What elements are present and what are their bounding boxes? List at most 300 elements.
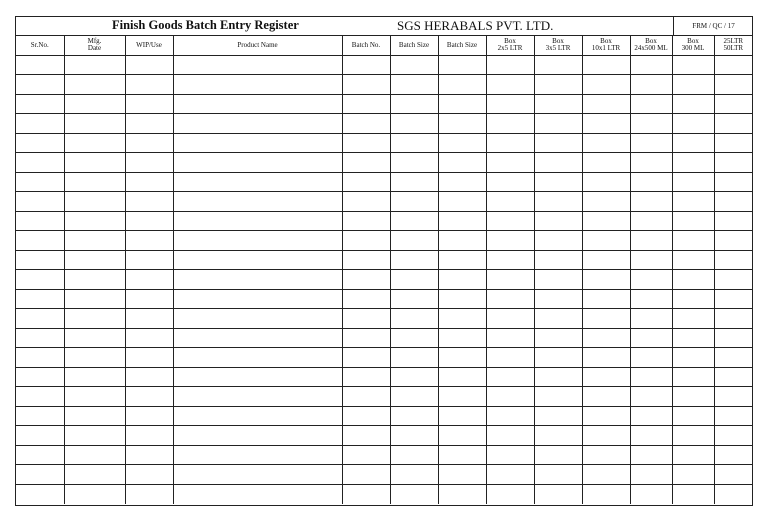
- table-cell: [16, 445, 64, 465]
- table-cell: [630, 231, 672, 251]
- table-cell: [714, 465, 752, 485]
- table-cell: [534, 328, 582, 348]
- table-cell: [64, 387, 125, 407]
- table-cell: [342, 133, 390, 153]
- table-cell: [714, 270, 752, 290]
- table-cell: [342, 387, 390, 407]
- table-cell: [630, 445, 672, 465]
- table-cell: [438, 211, 486, 231]
- table-cell: [534, 309, 582, 329]
- table-cell: [125, 172, 173, 192]
- table-cell: [672, 328, 714, 348]
- table-cell: [64, 133, 125, 153]
- table-cell: [173, 406, 342, 426]
- table-cell: [125, 426, 173, 446]
- table-cell: [390, 192, 438, 212]
- table-cell: [342, 367, 390, 387]
- table-cell: [125, 406, 173, 426]
- table-cell: [534, 94, 582, 114]
- table-cell: [672, 289, 714, 309]
- table-cell: [630, 387, 672, 407]
- col-batch-size-2: Batch Size: [438, 36, 486, 55]
- table-cell: [390, 153, 438, 173]
- table-cell: [672, 250, 714, 270]
- table-cell: [672, 172, 714, 192]
- table-cell: [714, 211, 752, 231]
- table-cell: [714, 114, 752, 134]
- table-cell: [390, 348, 438, 368]
- table-cell: [125, 114, 173, 134]
- table-cell: [342, 348, 390, 368]
- table-cell: [125, 133, 173, 153]
- table-cell: [64, 445, 125, 465]
- table-row: [16, 231, 752, 251]
- table-cell: [64, 289, 125, 309]
- table-cell: [534, 250, 582, 270]
- table-cell: [486, 192, 534, 212]
- table-cell: [714, 484, 752, 504]
- table-cell: [630, 426, 672, 446]
- table-cell: [16, 55, 64, 75]
- table-cell: [714, 367, 752, 387]
- table-cell: [390, 55, 438, 75]
- table-cell: [16, 406, 64, 426]
- table-cell: [534, 172, 582, 192]
- table-cell: [125, 309, 173, 329]
- table-cell: [64, 484, 125, 504]
- table-cell: [672, 465, 714, 485]
- table-cell: [438, 114, 486, 134]
- table-cell: [534, 55, 582, 75]
- table-cell: [486, 387, 534, 407]
- table-cell: [125, 328, 173, 348]
- table-cell: [173, 289, 342, 309]
- table-cell: [486, 211, 534, 231]
- table-cell: [714, 153, 752, 173]
- col-product-name: Product Name: [173, 36, 342, 55]
- table-cell: [714, 133, 752, 153]
- table-cell: [125, 484, 173, 504]
- table-cell: [438, 55, 486, 75]
- table-cell: [672, 231, 714, 251]
- table-cell: [582, 328, 630, 348]
- table-cell: [630, 328, 672, 348]
- table-cell: [438, 94, 486, 114]
- table-cell: [390, 445, 438, 465]
- table-cell: [438, 309, 486, 329]
- table-cell: [582, 445, 630, 465]
- table-row: [16, 211, 752, 231]
- register-body: [16, 55, 752, 504]
- table-cell: [342, 406, 390, 426]
- table-cell: [672, 94, 714, 114]
- table-row: [16, 387, 752, 407]
- table-cell: [534, 231, 582, 251]
- table-cell: [714, 426, 752, 446]
- table-cell: [630, 211, 672, 231]
- table-cell: [582, 484, 630, 504]
- table-cell: [582, 133, 630, 153]
- table-cell: [125, 367, 173, 387]
- table-cell: [630, 192, 672, 212]
- table-cell: [582, 172, 630, 192]
- table-cell: [486, 426, 534, 446]
- table-cell: [630, 348, 672, 368]
- table-cell: [672, 270, 714, 290]
- table-cell: [16, 270, 64, 290]
- table-cell: [630, 114, 672, 134]
- table-cell: [534, 114, 582, 134]
- table-cell: [672, 75, 714, 95]
- table-cell: [16, 250, 64, 270]
- table-cell: [672, 406, 714, 426]
- table-row: [16, 114, 752, 134]
- col-sr-no: Sr.No.: [16, 36, 64, 55]
- table-cell: [486, 289, 534, 309]
- table-row: [16, 153, 752, 173]
- table-cell: [672, 309, 714, 329]
- table-row: [16, 465, 752, 485]
- table-cell: [64, 153, 125, 173]
- table-cell: [714, 289, 752, 309]
- table-cell: [173, 55, 342, 75]
- table-cell: [390, 465, 438, 485]
- table-cell: [534, 133, 582, 153]
- table-cell: [390, 172, 438, 192]
- table-cell: [390, 133, 438, 153]
- table-cell: [438, 328, 486, 348]
- table-cell: [64, 309, 125, 329]
- table-cell: [16, 289, 64, 309]
- table-cell: [16, 153, 64, 173]
- table-cell: [438, 172, 486, 192]
- table-cell: [173, 445, 342, 465]
- table-cell: [486, 94, 534, 114]
- table-cell: [672, 192, 714, 212]
- table-cell: [342, 445, 390, 465]
- table-cell: [125, 465, 173, 485]
- table-cell: [16, 484, 64, 504]
- table-cell: [630, 465, 672, 485]
- table-row: [16, 426, 752, 446]
- table-cell: [342, 309, 390, 329]
- table-cell: [173, 250, 342, 270]
- table-cell: [64, 94, 125, 114]
- table-cell: [342, 289, 390, 309]
- table-cell: [582, 270, 630, 290]
- table-cell: [173, 309, 342, 329]
- table-cell: [630, 133, 672, 153]
- table-cell: [486, 465, 534, 485]
- table-cell: [630, 367, 672, 387]
- table-cell: [390, 367, 438, 387]
- table-cell: [672, 55, 714, 75]
- table-cell: [125, 55, 173, 75]
- table-cell: [125, 211, 173, 231]
- table-row: [16, 270, 752, 290]
- table-cell: [342, 211, 390, 231]
- table-cell: [64, 250, 125, 270]
- table-row: [16, 172, 752, 192]
- table-cell: [173, 465, 342, 485]
- table-cell: [582, 387, 630, 407]
- table-cell: [64, 426, 125, 446]
- table-cell: [64, 406, 125, 426]
- table-cell: [534, 484, 582, 504]
- table-cell: [672, 114, 714, 134]
- table-cell: [16, 133, 64, 153]
- table-cell: [486, 348, 534, 368]
- table-row: [16, 445, 752, 465]
- table-cell: [582, 55, 630, 75]
- table-row: [16, 75, 752, 95]
- table-cell: [630, 172, 672, 192]
- table-cell: [64, 270, 125, 290]
- col-box-3x5-ltr: Box 3x5 LTR: [534, 36, 582, 55]
- table-cell: [486, 231, 534, 251]
- table-cell: [342, 75, 390, 95]
- table-cell: [64, 211, 125, 231]
- table-cell: [630, 270, 672, 290]
- table-cell: [582, 153, 630, 173]
- table-cell: [438, 465, 486, 485]
- table-cell: [438, 484, 486, 504]
- table-row: [16, 309, 752, 329]
- table-row: [16, 348, 752, 368]
- table-cell: [173, 387, 342, 407]
- table-cell: [125, 153, 173, 173]
- table-cell: [16, 426, 64, 446]
- table-cell: [582, 426, 630, 446]
- table-cell: [438, 406, 486, 426]
- col-box-300-ml: Box 300 ML: [672, 36, 714, 55]
- table-cell: [390, 484, 438, 504]
- table-cell: [390, 270, 438, 290]
- table-cell: [534, 406, 582, 426]
- table-cell: [16, 231, 64, 251]
- table-cell: [486, 133, 534, 153]
- table-cell: [173, 133, 342, 153]
- table-cell: [173, 114, 342, 134]
- table-cell: [582, 465, 630, 485]
- table-cell: [173, 172, 342, 192]
- table-cell: [125, 270, 173, 290]
- table-cell: [390, 328, 438, 348]
- table-cell: [438, 348, 486, 368]
- table-cell: [534, 270, 582, 290]
- table-cell: [64, 465, 125, 485]
- table-cell: [390, 387, 438, 407]
- table-cell: [125, 289, 173, 309]
- table-cell: [582, 114, 630, 134]
- table-cell: [342, 270, 390, 290]
- column-header-row: [16, 36, 752, 55]
- col-batch-size-1: Batch Size: [390, 36, 438, 55]
- table-cell: [582, 309, 630, 329]
- table-cell: [486, 445, 534, 465]
- table-cell: [342, 426, 390, 446]
- table-cell: [390, 75, 438, 95]
- table-cell: [486, 153, 534, 173]
- table-cell: [534, 426, 582, 446]
- register-title: Finish Goods Batch Entry Register: [112, 18, 299, 32]
- table-cell: [714, 172, 752, 192]
- table-row: [16, 328, 752, 348]
- table-cell: [672, 133, 714, 153]
- table-cell: [16, 75, 64, 95]
- col-box-10x1-ltr: Box 10x1 LTR: [582, 36, 630, 55]
- table-cell: [390, 94, 438, 114]
- table-cell: [342, 465, 390, 485]
- table-cell: [582, 211, 630, 231]
- table-cell: [342, 55, 390, 75]
- table-cell: [438, 133, 486, 153]
- table-cell: [390, 406, 438, 426]
- table-cell: [714, 94, 752, 114]
- table-cell: [672, 484, 714, 504]
- table-cell: [672, 387, 714, 407]
- table-cell: [173, 270, 342, 290]
- table-cell: [125, 75, 173, 95]
- table-cell: [438, 289, 486, 309]
- table-cell: [534, 387, 582, 407]
- table-cell: [582, 367, 630, 387]
- table-cell: [438, 270, 486, 290]
- table-cell: [125, 348, 173, 368]
- register-header: [16, 17, 752, 36]
- table-cell: [173, 484, 342, 504]
- table-cell: [173, 211, 342, 231]
- table-cell: [342, 250, 390, 270]
- table-cell: [173, 75, 342, 95]
- table-cell: [16, 114, 64, 134]
- table-cell: [16, 328, 64, 348]
- table-cell: [486, 484, 534, 504]
- table-cell: [582, 192, 630, 212]
- table-cell: [125, 445, 173, 465]
- table-cell: [16, 387, 64, 407]
- table-cell: [390, 114, 438, 134]
- company-name: SGS HERABALS PVT. LTD.: [397, 18, 554, 33]
- table-cell: [714, 75, 752, 95]
- table-cell: [390, 289, 438, 309]
- table-cell: [173, 192, 342, 212]
- table-cell: [486, 367, 534, 387]
- table-cell: [342, 172, 390, 192]
- table-cell: [714, 387, 752, 407]
- table-cell: [16, 94, 64, 114]
- table-cell: [582, 348, 630, 368]
- table-cell: [672, 367, 714, 387]
- table-cell: [534, 153, 582, 173]
- table-cell: [64, 348, 125, 368]
- table-cell: [630, 153, 672, 173]
- table-cell: [714, 309, 752, 329]
- table-row: [16, 250, 752, 270]
- table-cell: [534, 289, 582, 309]
- table-cell: [630, 289, 672, 309]
- table-cell: [714, 348, 752, 368]
- table-row: [16, 484, 752, 504]
- table-cell: [16, 465, 64, 485]
- table-cell: [582, 289, 630, 309]
- table-cell: [534, 211, 582, 231]
- table-cell: [672, 211, 714, 231]
- table-cell: [438, 445, 486, 465]
- table-cell: [342, 192, 390, 212]
- table-cell: [486, 114, 534, 134]
- table-cell: [64, 172, 125, 192]
- table-cell: [714, 231, 752, 251]
- batch-entry-table: [16, 36, 752, 504]
- table-cell: [714, 55, 752, 75]
- table-cell: [534, 348, 582, 368]
- table-cell: [125, 94, 173, 114]
- table-cell: [438, 387, 486, 407]
- table-cell: [438, 153, 486, 173]
- col-box-2x5-ltr: Box 2x5 LTR: [486, 36, 534, 55]
- table-cell: [714, 406, 752, 426]
- table-cell: [390, 211, 438, 231]
- table-cell: [342, 114, 390, 134]
- table-cell: [534, 445, 582, 465]
- table-cell: [486, 270, 534, 290]
- table-cell: [438, 250, 486, 270]
- table-cell: [125, 231, 173, 251]
- table-cell: [630, 94, 672, 114]
- table-cell: [630, 75, 672, 95]
- table-row: [16, 289, 752, 309]
- table-cell: [630, 250, 672, 270]
- table-cell: [582, 94, 630, 114]
- table-cell: [630, 309, 672, 329]
- table-cell: [534, 192, 582, 212]
- table-cell: [173, 367, 342, 387]
- table-cell: [438, 231, 486, 251]
- table-cell: [390, 426, 438, 446]
- table-cell: [672, 153, 714, 173]
- table-cell: [582, 75, 630, 95]
- table-cell: [486, 309, 534, 329]
- table-cell: [486, 172, 534, 192]
- table-cell: [534, 75, 582, 95]
- table-cell: [173, 328, 342, 348]
- table-cell: [173, 231, 342, 251]
- table-cell: [64, 192, 125, 212]
- table-cell: [16, 172, 64, 192]
- table-cell: [630, 55, 672, 75]
- table-cell: [342, 153, 390, 173]
- table-cell: [486, 75, 534, 95]
- table-cell: [714, 328, 752, 348]
- table-cell: [173, 426, 342, 446]
- table-cell: [16, 348, 64, 368]
- table-cell: [714, 192, 752, 212]
- table-cell: [582, 231, 630, 251]
- table-row: [16, 133, 752, 153]
- col-wip-use: WIP/Use: [125, 36, 173, 55]
- table-cell: [714, 250, 752, 270]
- table-cell: [16, 211, 64, 231]
- col-box-24x500-ml: Box 24x500 ML: [630, 36, 672, 55]
- table-cell: [534, 367, 582, 387]
- table-cell: [534, 465, 582, 485]
- table-cell: [173, 94, 342, 114]
- col-mfg-date: Mfg. Date: [64, 36, 125, 55]
- table-row: [16, 192, 752, 212]
- form-code: FRM / QC / 17: [673, 17, 753, 35]
- table-cell: [390, 309, 438, 329]
